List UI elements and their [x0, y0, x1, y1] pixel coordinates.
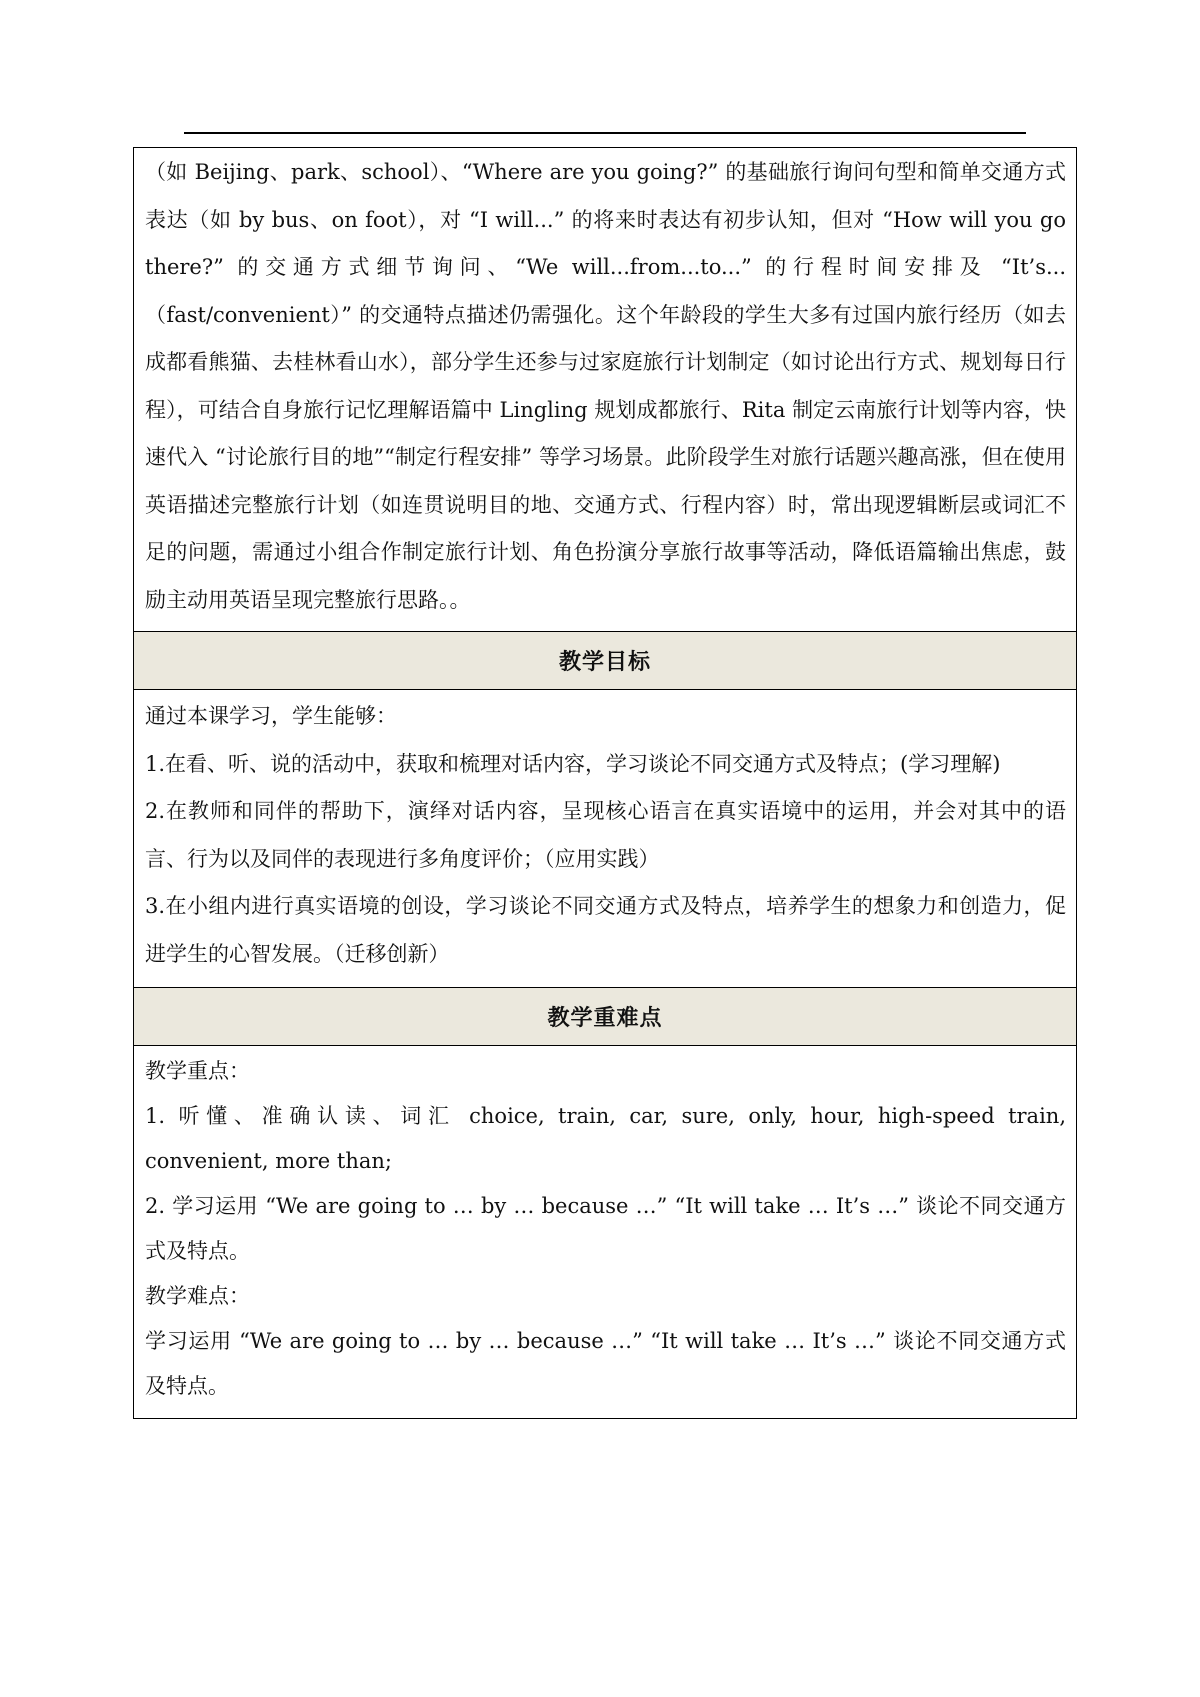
focus-label: 教学重点：	[145, 1059, 250, 1083]
key-points-heading	[134, 988, 1076, 1046]
teaching-goals-content	[134, 690, 1076, 987]
goal-item-3: 3.在小组内进行真实语境的创设，学习谈论不同交通方式及特点，培养学生的想象力和创造力，促进学生的心智发展。（迁移创新）	[145, 894, 1066, 966]
goal-item-2: 2.在教师和同伴的帮助下，演绎对话内容，呈现核心语言在真实语境中的运用，并会对其中的语言、行为以及同伴的表现进行多角度评价；（应用实践）	[145, 799, 1066, 871]
focus-item-1: 1. 听懂、准确认读、词汇 choice, train, car, sure, only, hour, high-speed train, convenient, more than;	[145, 1104, 1066, 1173]
teaching-goals-section	[134, 690, 1076, 988]
focus-item-2: 2. 学习运用 “We are going to … by … because …” “It will take … It’s …” 谈论不同交通方式及特点。	[145, 1194, 1066, 1263]
key-points-section	[134, 1046, 1076, 1418]
student-analysis-section	[134, 148, 1076, 632]
key-points-content	[134, 1046, 1076, 1418]
difficulty-text: 学习运用 “We are going to … by … because …” “It will take … It’s …” 谈论不同交通方式及特点。	[145, 1329, 1066, 1398]
student-analysis-text	[134, 148, 1076, 631]
goal-item-1: 1.在看、听、说的活动中，获取和梳理对话内容，学习谈论不同交通方式及特点；(学习理解)	[145, 751, 1001, 776]
lesson-plan-table	[133, 147, 1077, 1419]
teaching-goals-heading	[134, 632, 1076, 690]
teaching-goals-title: 教学目标	[558, 650, 651, 675]
difficulty-label: 教学难点：	[145, 1284, 250, 1308]
header-rule	[184, 132, 1026, 134]
key-points-title: 教学重难点	[547, 1006, 663, 1031]
student-analysis-paragraph: （如 Beijing、park、school）、“Where are you going?” 的基础旅行询问句型和简单交通方式表达（如 by bus、on foot），对 “I will...” 的将来时表达有初步认知，但对 “How will you go there?” 的交通方式细节询问、“We will...from...to...” 的行程时间安排及 “It’s...（fast/convenient）” 的交通特点描述仍需强化。这个年龄段的学生大多有过国内旅行经历（如去成都看熊猫、去桂林看山水），部分学生还参与过家庭旅行计划制定（如讨论出行方式、规划每日行程），可结合自身旅行记忆理解语篇中 Lingling 规划成都旅行、Rita 制定云南旅行计划等内容，快速代入 “讨论旅行目的地”“制定行程安排” 等学习场景。此阶段学生对旅行话题兴趣高涨，但在使用英语描述完整旅行计划（如连贯说明目的地、交通方式、行程内容）时，常出现逻辑断层或词汇不足的问题，需通过小组合作制定旅行计划、角色扮演分享旅行故事等活动，降低语篇输出焦虑，鼓励主动用英语呈现完整旅行思路。。	[145, 160, 1066, 612]
goals-intro: 通过本课学习，学生能够：	[145, 704, 397, 728]
